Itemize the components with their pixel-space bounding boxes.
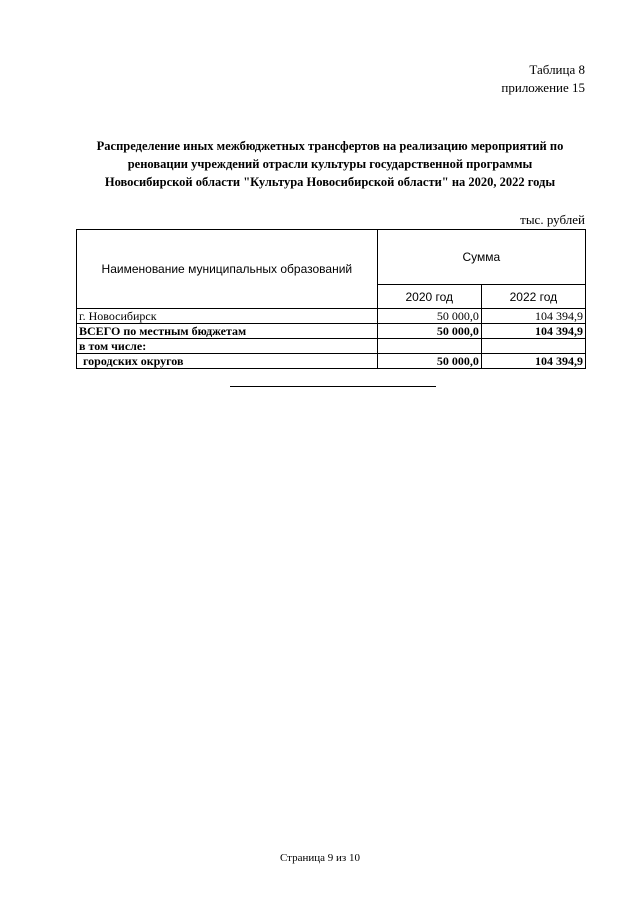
row-name: ВСЕГО по местным бюджетам [77,324,378,339]
table-row-including [77,339,586,354]
document-title [70,137,590,191]
row-value-2022: 104 394,9 [481,354,585,369]
header-year-2022: 2022 год [481,285,585,309]
header-year-2020: 2020 год [377,285,481,309]
table-row-city-districts [77,354,586,369]
row-value-2022 [481,339,585,354]
row-value-2022: 104 394,9 [481,324,585,339]
row-value-2020: 50 000,0 [377,354,481,369]
transfers-table [76,229,586,369]
title-line-1: Распределение иных межбюджетных трансфертов на реализацию мероприятий по [96,139,564,153]
table-header-row [77,230,586,285]
title-line-2: реновации учреждений отрасли культуры государственной программы [127,157,533,171]
header-municipality: Наименование муниципальных образований [77,230,378,309]
row-value-2020: 50 000,0 [377,324,481,339]
title-line-3: Новосибирской области "Культура Новосибирской области" на 2020, 2022 годы [104,175,556,189]
header-sum: Сумма [377,230,585,285]
units-label: тыс. рублей [520,212,585,227]
row-value-2020 [377,339,481,354]
table-row [77,309,586,324]
separator-line [230,386,436,387]
row-name: городских округов [77,354,378,369]
row-name: г. Новосибирск [77,309,378,324]
table-row-total [77,324,586,339]
table-number: Таблица 8 [529,62,585,77]
row-value-2022: 104 394,9 [481,309,585,324]
appendix-number: приложение 15 [501,80,585,95]
row-name: в том числе: [77,339,378,354]
page-number: Страница 9 из 10 [279,852,361,864]
row-value-2020: 50 000,0 [377,309,481,324]
